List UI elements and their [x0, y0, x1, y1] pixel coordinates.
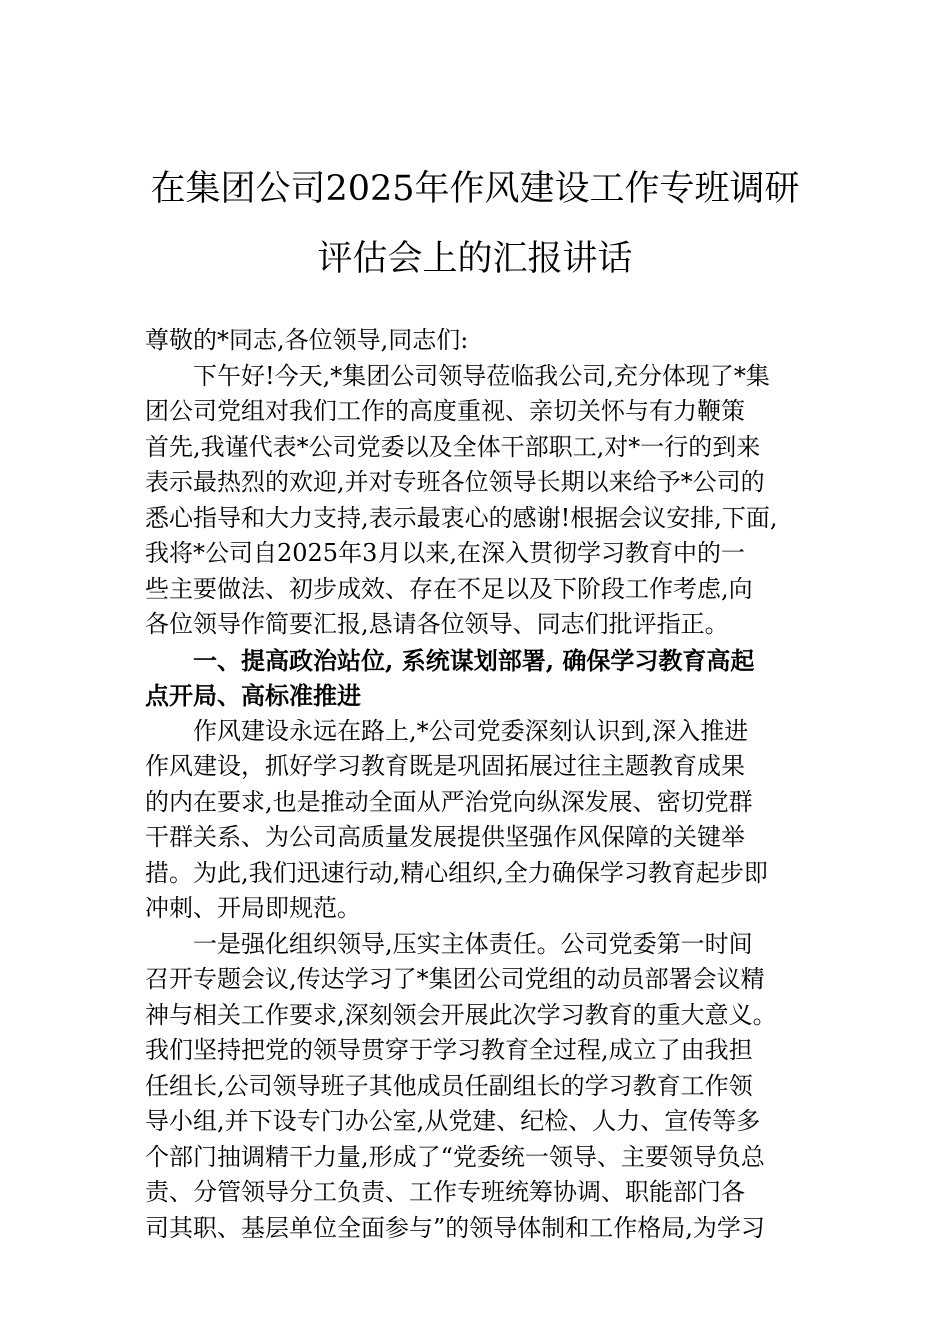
- paragraph-line: 下午好!今天,*集团公司领导莅临我公司,充分体现了*集: [193, 361, 770, 390]
- paragraph-line: 任组长,公司领导班子其他成员任副组长的学习教育工作领: [145, 1071, 753, 1100]
- paragraph-line: 神与相关工作要求,深刻领会开展此次学习教育的重大意义。: [145, 1000, 777, 1029]
- paragraph-line: 作风建设永远在路上,*公司党委深刻认识到,深入推进: [193, 716, 749, 745]
- paragraph-line: 召开专题会议,传达学习了*集团公司党组的动员部署会议精: [145, 965, 765, 993]
- section-heading-line: 点开局、高标准推进: [145, 681, 361, 710]
- paragraph-line: 表示最热烈的欢迎,并对专班各位领导长期以来给予*公司的: [145, 468, 765, 496]
- paragraph-line: 司其职、基层单位全面参与”的领导体制和工作格局,为学习: [145, 1213, 765, 1242]
- paragraph-line: 一是强化组织领导,压实主体责任。公司党委第一时间: [193, 929, 753, 958]
- paragraph-line: 的内在要求,也是推动全面从严治党向纵深发展、密切党群: [145, 787, 753, 816]
- section-heading-line: 一、提高政治站位, 系统谋划部署, 确保学习教育高起: [193, 645, 755, 675]
- paragraph-line: 责、分管领导分工负责、工作专班统筹协调、职能部门各: [145, 1178, 745, 1206]
- document-title-line-1: 在集团公司2025年作风建设工作专班调研: [150, 169, 800, 209]
- paragraph-line: 个部门抽调精干力量,形成了“党委统一领导、主要领导负总: [145, 1142, 765, 1171]
- paragraph-line: 悉心指导和大力支持,表示最衷心的感谢!根据会议安排,下面,: [145, 503, 778, 532]
- paragraph-line: 各位领导作简要汇报,恳请各位领导、同志们批评指正。: [145, 610, 729, 638]
- paragraph-line: 冲刺、开局即规范。: [145, 894, 361, 922]
- paragraph-line: 首先,我谨代表*公司党委以及全体干部职工,对*一行的到来: [145, 432, 761, 461]
- paragraph-line: 尊敬的*同志,各位领导,同志们:: [145, 326, 469, 354]
- paragraph-line: 些主要做法、初步成效、存在不足以及下阶段工作考虑,向: [145, 574, 753, 603]
- paragraph-line: 导小组,并下设专门办公室,从党建、纪检、人力、宣传等多: [145, 1107, 761, 1135]
- paragraph-line: 作风建设，抓好学习教育既是巩固拓展过往主题教育成果: [145, 752, 745, 780]
- paragraph-line: 团公司党组对我们工作的高度重视、亲切关怀与有力鞭策: [145, 397, 745, 425]
- paragraph-line: 我将*公司自2025年3月以来,在深入贯彻学习教育中的一: [145, 539, 745, 567]
- paragraph-line: 措。为此,我们迅速行动,精心组织,全力确保学习教育起步即: [145, 858, 768, 887]
- document-body: [145, 323, 835, 1246]
- paragraph-line: 干群关系、为公司高质量发展提供坚强作风保障的关键举: [145, 823, 745, 851]
- paragraph-line: 我们坚持把党的领导贯穿于学习教育全过程,成立了由我担: [145, 1036, 753, 1064]
- document-title-line-2: 评估会上的汇报讲话: [317, 239, 633, 279]
